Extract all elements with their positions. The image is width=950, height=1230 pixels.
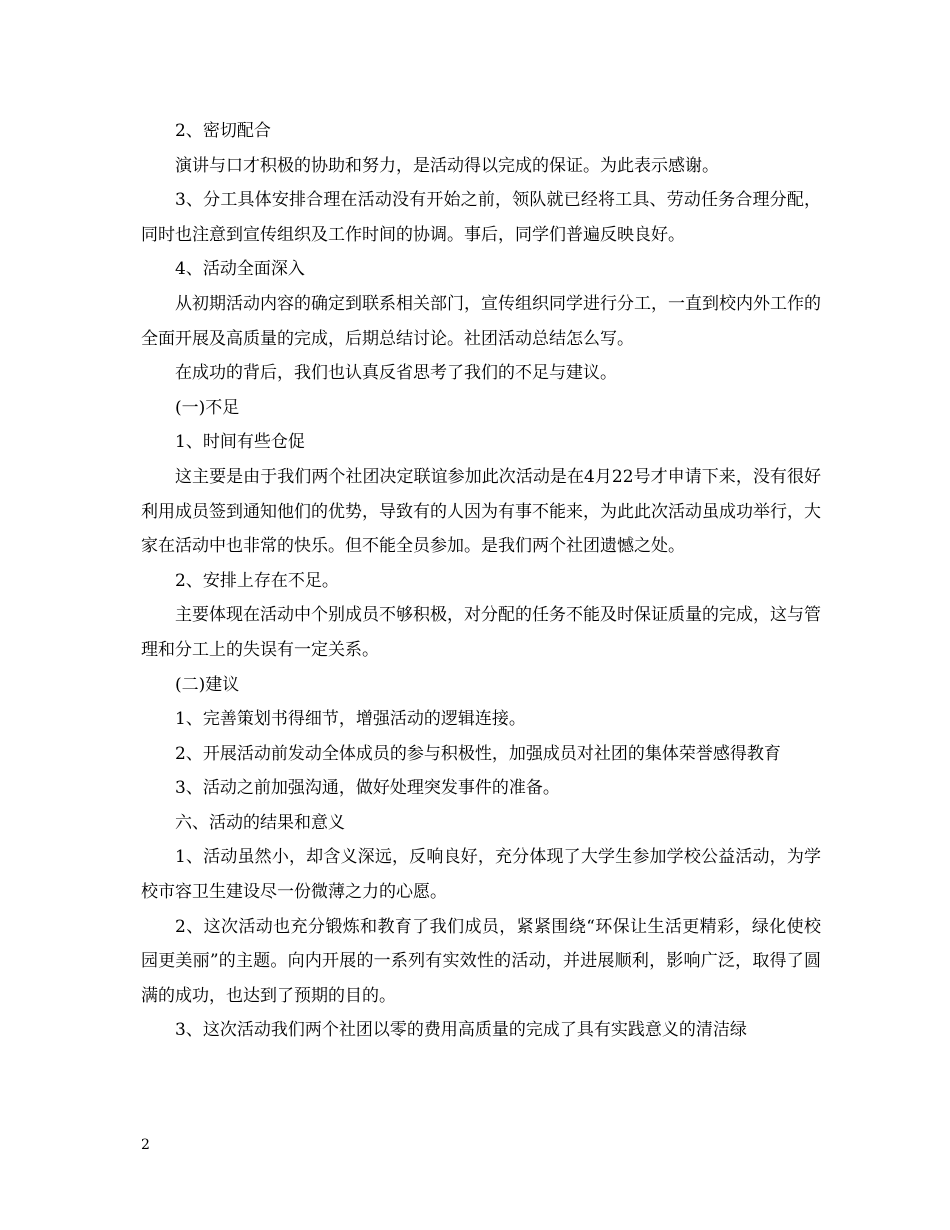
paragraph: 1、活动虽然小，却含义深远，反响良好，充分体现了大学生参加学校公益活动，为学校市容卫生建设尽一份微薄之力的心愿。	[141, 847, 821, 903]
paragraph: 六、活动的结果和意义	[175, 812, 345, 833]
paragraph: 3、分工具体安排合理在活动没有开始之前，领队就已经将工具、劳动任务合理分配，同时也注意到宣传组织及工作时间的协调。事后，同学们普遍反映良好。	[141, 190, 821, 245]
paragraph: 演讲与口才积极的协助和努力，是活动得以完成的保证。为此表示感谢。	[175, 155, 719, 176]
paragraph: 2、这次活动也充分锻炼和教育了我们成员，紧紧围绕“环保让生活更精彩，绿化使校园更美丽”的主题。向内开展的一系列有实效性的活动，并进展顺利，影响广泛，取得了圆满的成功，也达到了预期的目的。	[141, 916, 821, 1006]
paragraph: 从初期活动内容的确定到联系相关部门，宣传组织同学进行分工，一直到校内外工作的全面开展及高质量的完成，后期总结讨论。社团活动总结怎么写。	[141, 293, 821, 349]
page-number: 2	[141, 1137, 150, 1153]
paragraph: 这主要是由于我们两个社团决定联谊参加此次活动是在4月22号才申请下来，没有很好利用成员签到通知他们的优势，导致有的人因为有事不能来，为此此次活动虽成功举行，大家在活动中也非常的快乐。但不能全员参加。是我们两个社团遗憾之处。	[141, 466, 821, 557]
paragraph: 1、完善策划书得细节，增强活动的逻辑连接。	[175, 709, 526, 730]
paragraph: 4、活动全面深入	[175, 259, 305, 280]
paragraph: 主要体现在活动中个别成员不够积极，对分配的任务不能及时保证质量的完成，这与管理和分工上的失误有一定关系。	[141, 605, 821, 660]
paragraph: (二)建议	[175, 674, 240, 695]
paragraph: 3、活动之前加强沟通，做好处理突发事件的准备。	[175, 778, 560, 799]
paragraph: 2、开展活动前发动全体成员的参与积极性，加强成员对社团的集体荣誉感得教育	[175, 743, 781, 764]
paragraph: (一)不足	[175, 397, 240, 418]
paragraph: 3、这次活动我们两个社团以零的费用高质量的完成了具有实践意义的清洁绿	[175, 1020, 747, 1041]
paragraph: 在成功的背后，我们也认真反省思考了我们的不足与建议。	[175, 363, 617, 384]
body-text	[141, 114, 821, 1048]
paragraph: 1、时间有些仓促	[175, 432, 305, 453]
paragraph: 2、安排上存在不足。	[175, 570, 339, 591]
paragraph: 2、密切配合	[175, 121, 271, 141]
